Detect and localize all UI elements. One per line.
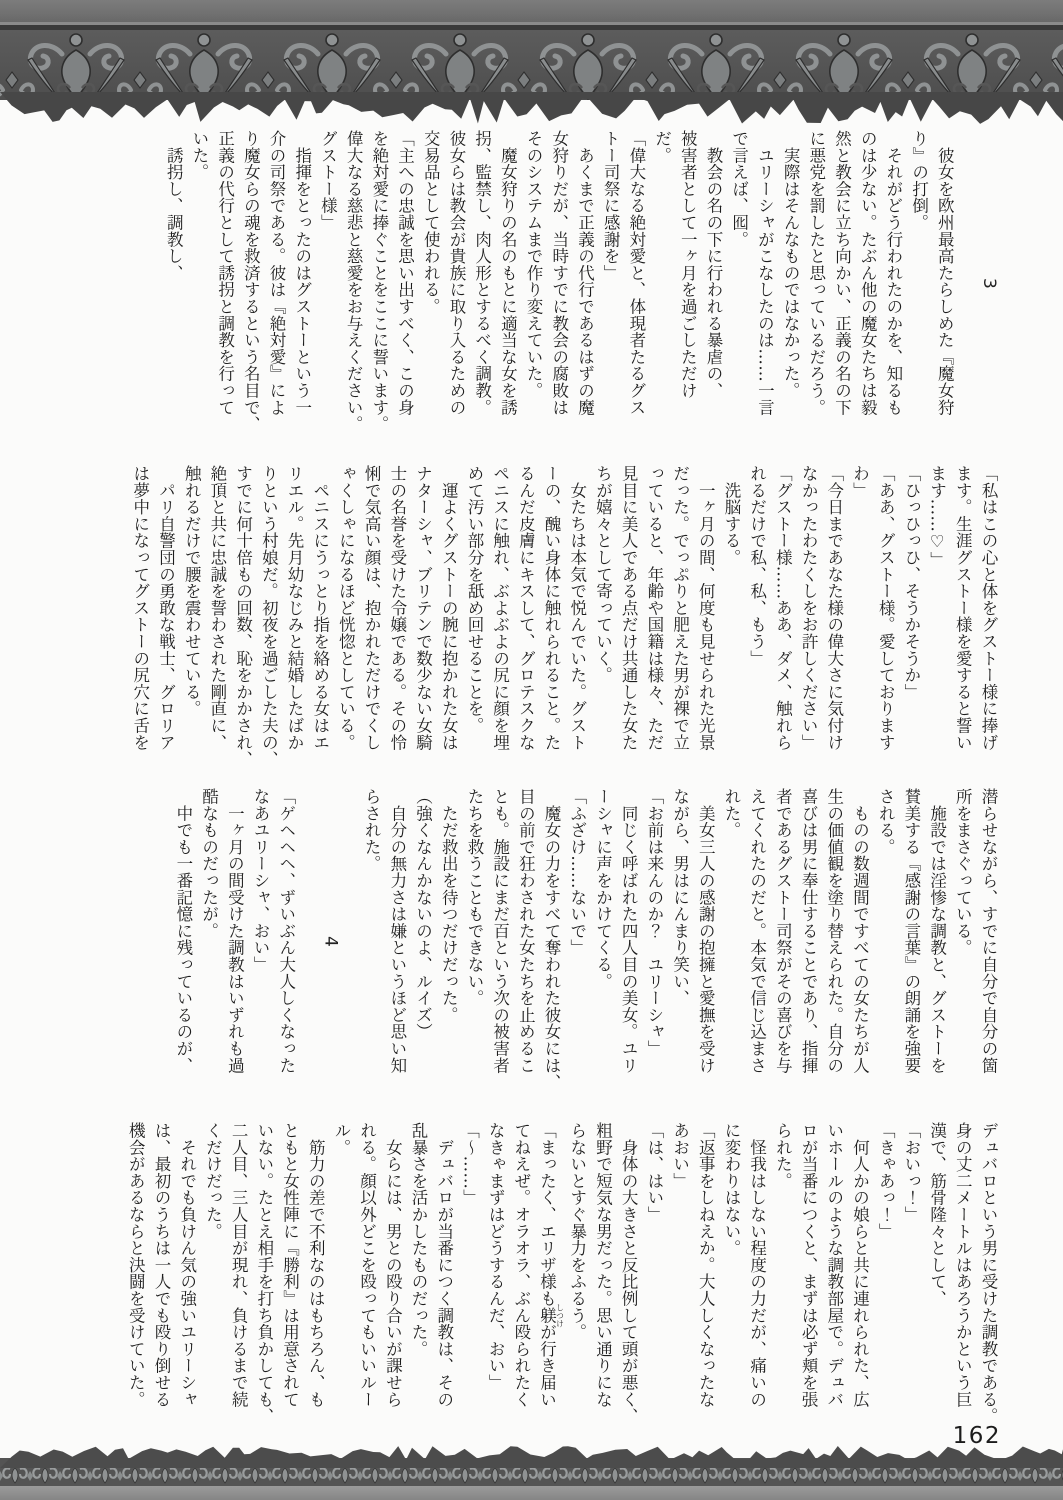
text-column: ともと女性陣に『勝利』は用意されて [280, 1122, 300, 1408]
text-band-2 [127, 465, 1001, 768]
text-column: 「ひっひっひ、そうかそうか」 [901, 465, 921, 701]
text-column: 賛美する『感謝の言葉』の朗誦を強要 [901, 788, 921, 1074]
text-column: で言えば、囮。 [729, 130, 749, 248]
text-column: 介の司祭である。彼は『絶対愛』によ [267, 130, 287, 416]
text-column: 中でも一番記憶に残っているのが、 [173, 788, 193, 1074]
text-column: ロが当番につくと、まずは必ず頬を張 [799, 1122, 819, 1408]
text-column: 「〜……」 [460, 1122, 480, 1206]
text-column: ながら、男はにんまり笑い、 [670, 788, 690, 1007]
text-column: たちを救うこともできない。 [464, 788, 484, 1007]
text-column: 潜らせながら、すでに自分で自分の箇 [979, 788, 998, 1074]
section-number: 3 [979, 278, 999, 290]
text-column: 漢で、筋骨隆々として、 [927, 1122, 947, 1307]
text-column: 何人かの娘らと共に連れられた、広 [850, 1122, 870, 1408]
text-column: ただ救出を待つだけだった。 [439, 788, 459, 1024]
text-column: ル。 [331, 1122, 351, 1156]
text-column: 教会の名の下に行われる暴虐の、 [703, 130, 723, 399]
text-column: 目の前で狂わされた女たちを止めるこ [516, 788, 536, 1074]
text-column: 「まったく、エリザ様も躾 しつけが行き届い [537, 1122, 565, 1408]
text-column: っていると、年齢や国籍は様々、ただ [644, 465, 664, 751]
text-column: ペニスにうっとり指を絡める女はエ [310, 465, 330, 751]
small-fleur-frieze-graphic [0, 1444, 1063, 1500]
text-column: 交易品として使われる。 [421, 130, 441, 315]
text-column: 洗脳する。 [721, 465, 741, 566]
text-column: （強くなんかないのよ、ルイズ） [413, 788, 433, 1040]
text-column: 一ヶ月の間受けた調教はいずれも過 [225, 788, 245, 1074]
text-column: 悧で気高い顔は、抱かれただけでくし [362, 465, 382, 751]
text-column: 女らには、男との殴り合いが課せら [383, 1122, 403, 1408]
text-column: 士の名誉を受けた令嬢である。その怜 [387, 465, 407, 751]
text-column: 酷なものだったが。 [199, 788, 219, 940]
text-column: ペニスに触れ、ぶよぶよの尻に顔を埋 [490, 465, 510, 751]
text-column: 美女三人の感謝の抱擁と愛撫を受け [696, 788, 716, 1074]
text-column: り魔女らの魂を救済するという名目で、 [241, 130, 261, 433]
text-column: いない。たとえ相手を打ち負かしても、 [254, 1122, 274, 1425]
text-column: ちが嬉々として寄っていく。 [593, 465, 613, 684]
text-column: のは少ない。たぶん他の魔女たちは毅 [858, 130, 878, 416]
text-column: トー司祭に感謝を」 [601, 130, 621, 282]
text-column: 怪我はしない程度の力だが、痛いの [747, 1122, 767, 1408]
ornamental-border-bottom [0, 1444, 1063, 1500]
text-column: 拐、監禁し、肉人形とするべく調教。 [472, 130, 492, 416]
text-column: 被害者として一ヶ月を過ごしただけ [678, 130, 698, 399]
text-column: えてくれたのだと。本気で信じ込まさ [747, 788, 767, 1074]
text-column: 運よくグストーの腕に抱かれた女は [439, 465, 459, 751]
text-column: 見目に美人である点だけ共通した女た [619, 465, 639, 751]
text-column: らされた。 [362, 788, 382, 872]
text-column: 誘拐し、調教し、 [164, 130, 184, 282]
text-column: くだけだった。 [203, 1122, 223, 1240]
text-column: 「きゃあっ！」 [876, 1122, 896, 1240]
text-column: 魔女の力をすべて奪われた彼女には、 [542, 788, 562, 1091]
text-column: を絶対愛に捧ぐことをここに誓います。 [369, 130, 389, 433]
text-column: ゃくしゃになるほど恍惚としている。 [336, 465, 356, 751]
text-column: 二人目、三人目が現れ、負けるまで続 [229, 1122, 249, 1408]
text-column: 然と教会に立ち向かい、正義の名の下 [832, 130, 852, 416]
text-column: れるだけで私、私、もう」 [747, 465, 767, 667]
text-column: される。 [876, 788, 896, 856]
text-column: あおい」 [670, 1122, 690, 1190]
text-column: いホールのような調教部屋で。デュバ [824, 1122, 844, 1408]
text-column: そのシステムまで作り変えていた。 [524, 130, 544, 399]
palmette-frieze-graphic [0, 0, 1063, 132]
text-column: 所をまさぐっている。 [953, 788, 973, 956]
text-column: 絶頂と共に忠誠を誓わされた剛直に、 [207, 465, 227, 751]
text-column: ナターシャ、ブリテンで数少ない女騎 [413, 465, 433, 751]
text-column: 「返事をしねえか。大人しくなったな [696, 1122, 716, 1408]
text-band-section-3 [161, 130, 1002, 433]
text-column: られた。 [773, 1122, 793, 1190]
text-column: ーシャに声をかけてくる。 [593, 788, 613, 990]
text-column: なあユリーシャ、おい」 [251, 788, 271, 973]
text-column: 「主への忠誠を思い出すべく、この身 [395, 130, 415, 416]
text-column: なきゃまずはどうするんだ、おい」 [486, 1122, 506, 1391]
text-column: 女狩りだが、当時すでに教会の腐敗は [549, 130, 569, 416]
text-column: 正義の代行として誘拐と調教を行って [215, 130, 235, 416]
text-column: だった。でっぷりと肥えた男が裸で立 [670, 465, 690, 751]
text-column: それでも負けん気の強いユリーシャ [177, 1122, 197, 1408]
text-column: 偉大なる慈悲と慈愛をお与えください。 [344, 130, 364, 433]
text-column: 女たちは本気で悦んでいた。グスト [567, 465, 587, 751]
text-column: 喜びは男に奉仕することであり、指揮 [799, 788, 819, 1074]
text-column: リエル。先月幼なじみと結婚したばか [285, 465, 305, 751]
text-column: 「ああ、グストー様。愛しております [876, 465, 896, 751]
text-column: 粗野で短気な男だった。思い通りにな [593, 1122, 613, 1408]
text-column: に変わりはない。 [721, 1122, 741, 1257]
text-column: 「偉大なる絶対愛と、体現者たるグス [626, 130, 646, 416]
text-column: に悪党を罰したと思っているだろう。 [806, 130, 826, 416]
text-column: 乱暴さを活かしたものだった。 [409, 1122, 429, 1358]
text-column: 「おいっ！」 [901, 1122, 921, 1223]
text-column: 一ヶ月の間、何度も見せられた光景 [696, 465, 716, 751]
text-column: めて汚い部分を舐め回せることを。 [464, 465, 484, 734]
text-column: るんだ皮膚にキスして、グロテスクな [516, 465, 536, 751]
text-column: りという村娘だ。初夜を過ごした夫の、 [259, 465, 279, 768]
section-number: 4 [320, 936, 341, 948]
text-column: ものの数週間ですべての女たちが人 [850, 788, 870, 1074]
text-column: れた。 [721, 788, 741, 839]
text-column: グストー様」 [318, 130, 338, 231]
text-column: あくまで正義の代行であるはずの魔 [575, 130, 595, 416]
text-column: 筋力の差で不利なのはもちろん、も [306, 1122, 326, 1408]
text-column: それがどう行われたのかを、知るも [883, 130, 903, 416]
text-column: ます……♡」 [927, 465, 947, 569]
text-column: なかったわたくしをお許しください」 [799, 465, 819, 751]
text-band-section-4 [170, 788, 1001, 1091]
text-column: 「は、はい」 [644, 1122, 664, 1223]
text-column: 自分の無力さは嫌というほど思い知 [387, 788, 407, 1074]
text-column: 触れるだけで腰を震わせている。 [182, 465, 202, 717]
text-column: デュバロという男に受けた調教である。 [979, 1122, 998, 1425]
text-column: 魔女狩りの名のもとに適当な女を誘 [498, 130, 518, 416]
text-column: ます。生涯グストー様を愛すると誓い [953, 465, 973, 751]
text-column: 彼女らは教会が貴族に取り入るための [446, 130, 466, 416]
text-column: 「お前は来んのか？ ユリーシャ」 [644, 788, 664, 1057]
text-column: 生の価値観を塗り替えられた。自分の [824, 788, 844, 1074]
ornamental-border-top [0, 0, 1063, 132]
text-column: 彼女を欧州最高たらしめた『魔女狩 [935, 130, 955, 416]
text-column: とも。施設にまだ百という次の被害者 [490, 788, 510, 1074]
text-column: 身の丈二メートルはあろうかという巨 [953, 1122, 973, 1408]
text-column: デュバロが当番につく調教は、その [434, 1122, 454, 1408]
text-column: は、最初のうちは一人でも殴り倒せる [152, 1122, 171, 1408]
text-column: ユリーシャがこなしたのは……一言 [755, 130, 775, 416]
text-column: てねえぜ。オラオラ、ぶん殴られたく [511, 1122, 531, 1408]
text-column: 者であるグストー司祭がその喜びを与 [773, 788, 793, 1074]
text-column: 「今日まであなた様の偉大さに気付け [824, 465, 844, 751]
text-column: 「私はこの心と体をグストー様に捧げ [979, 465, 998, 751]
text-column: すでに何十倍もの回数、恥をかかされ、 [233, 465, 253, 768]
text-column: パリ自警団の勇敢な戦士、グロリア [156, 465, 176, 751]
text-column: 「ゲヘヘヘ、ずいぶん大人しくなった [276, 788, 296, 1074]
text-column: 指揮をとったのはグストーという一 [292, 130, 312, 416]
text-column: 「ふざけ……ないで」 [567, 788, 587, 956]
text-column: ーの、醜い身体に触れられること。た [542, 465, 562, 751]
text-column: 施設では淫惨な調教と、グストーを [927, 788, 947, 1074]
text-band-4 [123, 1122, 1001, 1425]
text-column: らないとすぐ暴力をふるう。 [567, 1122, 587, 1341]
text-column: り』の打倒。 [909, 130, 929, 231]
text-column: 「グストー様……ああ、ダメ、触れら [773, 465, 793, 751]
text-column: 身体の大きさと反比例して頭が悪く、 [619, 1122, 639, 1425]
text-column: だ。 [652, 130, 672, 164]
text-column: 実際はそんなものではなかった。 [781, 130, 801, 399]
text-column: 同じく呼ばれた四人目の美女。ユリ [619, 788, 639, 1074]
text-column: いた。 [189, 130, 209, 181]
page-number: 162 [952, 1423, 1001, 1449]
text-column: れる。顔以外どこを殴ってもいいルー [357, 1122, 377, 1408]
text-column: は夢中になってグストーの尻穴に舌を [130, 465, 150, 751]
text-column: 機会があるならと決闘を受けていた。 [126, 1122, 146, 1408]
text-column: わ」 [850, 465, 870, 499]
